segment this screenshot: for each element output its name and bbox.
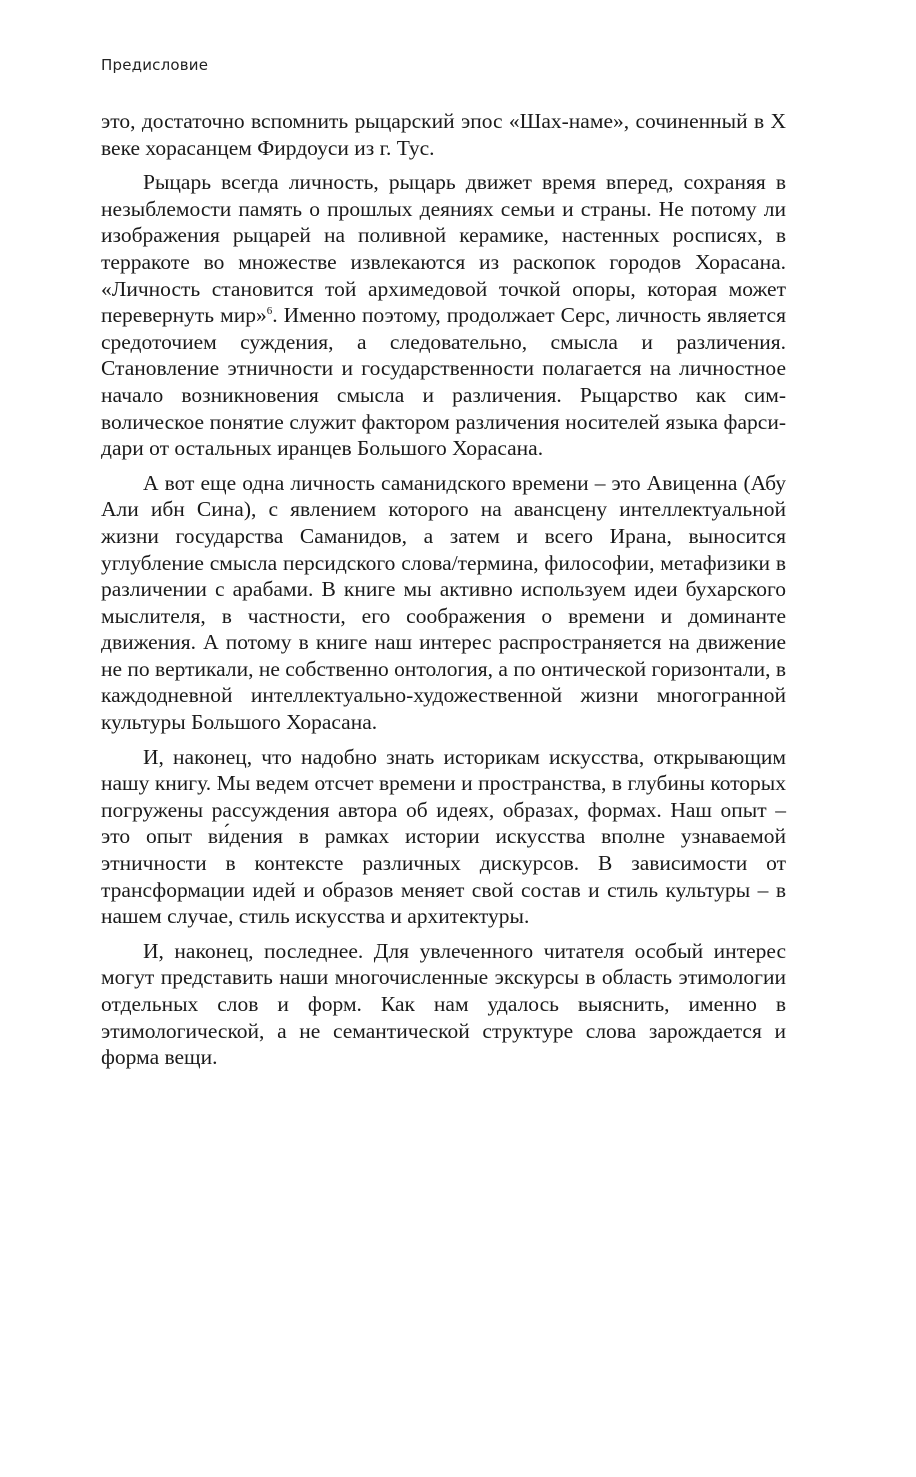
paragraph-avicenna: А вот еще одна личность саманидского времени – это Авиценна (Абу Али ибн Сина), с явлением которого на авансцену интеллектуальной жизни государства Саманидов, а затем и всего Ирана, выносится углубление смысла персидского слова/термина, философии, метафизики в различении с арабами. В книге мы активно используем идеи бухарского мыслителя, в частности, его соображения о времени и доминанте движения. А потому в книге наш интерес распространяется на движение не по вертикали, не собственно онтология, а по онтической горизонтали, в каждодневной интеллектуально-художественной жизни многогранной культуры Большого Хорасана.	[101, 470, 786, 735]
running-head-title: Предисловие	[101, 56, 209, 74]
paragraph-knight	[101, 169, 786, 462]
paragraph-continuation: это, достаточно вспомнить рыцарский эпос «Шах-наме», сочиненный в X веке хорасанцем Фирдоуси из г. Тус.	[101, 109, 786, 160]
paragraph-knight-text-after-note: . Именно поэтому, продолжает Серс, личность является средоточием суждения, а следовательно, смысла и различения. Становление этничности и государственности полагается на личностное начало возникновения смысла и различения. Рыцарство как символическое понятие служит фактором различения носителей языка фарси-дари от остальных иранцев Большого Хорасана.	[101, 303, 786, 461]
body-text	[101, 108, 786, 1071]
paragraph-etymology: И, наконец, последнее. Для увлеченного читателя особый интерес могут представить наши многочисленные экскурсы в область этимологии отдельных слов и форм. Как нам удалось выяснить, именно в этимологической, а не семантической структуре слова зарождается и форма вещи.	[101, 938, 786, 1070]
footnote-reference: 6	[266, 305, 273, 317]
paragraph-knight-text-before-note: Рыцарь всегда личность, рыцарь движет время вперед, сохраняя в незыблемости память о прошлых деяниях семьи и страны. Не потому ли изображения рыцарей на поливной керамике, настенных росписях, в терракоте во множестве извлекаются из раскопок городов Хорасана. «Личность становится той архимедовой точкой опоры, которая может перевернуть мир»	[101, 170, 786, 328]
paragraph-art-historians: И, наконец, что надобно знать историкам искусства, открывающим нашу книгу. Мы ведем отсчет времени и пространства, в глубины которых погружены рассуждения автора об идеях, образах, формах. Наш опыт – это опыт ви́дения в рамках истории искусства вполне узнаваемой этничности в контексте различных дискурсов. В зависимости от трансформации идей и образов меняет свой состав и стиль культуры – в нашем случае, стиль искусства и архитектуры.	[101, 744, 786, 929]
